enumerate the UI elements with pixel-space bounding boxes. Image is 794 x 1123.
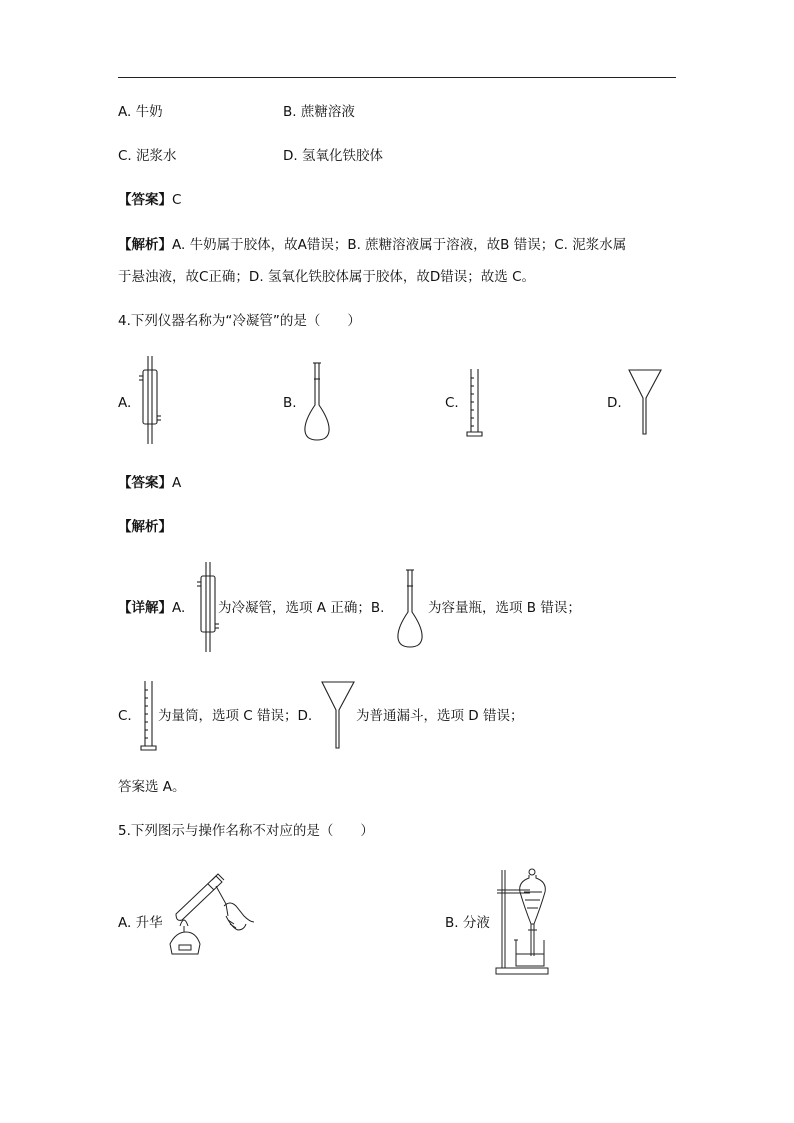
q4-option-a-label: A. <box>118 395 132 411</box>
q4-conclusion: 答案选 A。 <box>118 779 186 795</box>
q3-option-b: B. 蔗糖溶液 <box>283 104 355 120</box>
detail-b-text: 为容量瓶，选项 B 错误； <box>428 600 581 616</box>
answer-tag: 【答案】 <box>118 475 172 491</box>
condenser-icon <box>196 560 220 654</box>
q5-option-b: B. 分液 <box>445 915 490 931</box>
q4-option-d-label: D. <box>607 395 622 411</box>
header-rule <box>118 77 676 78</box>
funnel-icon <box>320 680 356 750</box>
detail-tag: 【详解】 <box>118 600 172 616</box>
q3-answer-line <box>118 191 181 209</box>
sublimation-apparatus-icon <box>164 870 256 962</box>
q5-stem: 5.下列图示与操作名称不对应的是（ ） <box>118 823 374 839</box>
separatory-funnel-apparatus-icon <box>494 864 554 976</box>
analysis-text: A. 牛奶属于胶体，故A错误；B. 蔗糖溶液属于溶液，故B 错误；C. 泥浆水属 <box>172 237 627 253</box>
condenser-icon <box>138 354 162 446</box>
answer-value: A <box>172 475 182 491</box>
detail-d-text: 为普通漏斗，选项 D 错误； <box>356 708 524 724</box>
volumetric-flask-icon <box>394 568 426 650</box>
volumetric-flask-icon <box>302 361 332 443</box>
q4-option-c-label: C. <box>445 395 459 411</box>
answer-tag: 【答案】 <box>118 192 172 208</box>
q5-option-a: A. 升华 <box>118 915 163 931</box>
detail-c-text: 为量筒，选项 C 错误；D. <box>158 708 313 724</box>
q4-stem: 4.下列仪器名称为“冷凝管”的是（ ） <box>118 313 361 329</box>
funnel-icon <box>627 368 663 436</box>
detail-c-label: C. <box>118 708 132 724</box>
answer-value: C <box>172 192 182 208</box>
graduated-cylinder-icon <box>466 368 484 438</box>
q3-analysis-line-2: 于悬浊液，故C正确；D. 氢氧化铁胶体属于胶体，故D错误；故选 C。 <box>118 269 536 285</box>
analysis-tag: 【解析】 <box>118 237 172 253</box>
q3-option-d: D. 氢氧化铁胶体 <box>283 148 383 164</box>
detail-a-label: A. <box>172 600 186 616</box>
q3-analysis-line-1 <box>118 236 626 254</box>
q4-detail-line-1-start <box>118 599 185 617</box>
q4-option-b-label: B. <box>283 395 297 411</box>
q3-option-a: A. 牛奶 <box>118 104 163 120</box>
q3-option-c: C. 泥浆水 <box>118 148 177 164</box>
graduated-cylinder-icon <box>140 680 158 752</box>
q4-analysis-tag: 【解析】 <box>118 519 172 535</box>
detail-a-text: 为冷凝管，选项 A 正确；B. <box>218 600 385 616</box>
q4-answer-line <box>118 474 181 492</box>
